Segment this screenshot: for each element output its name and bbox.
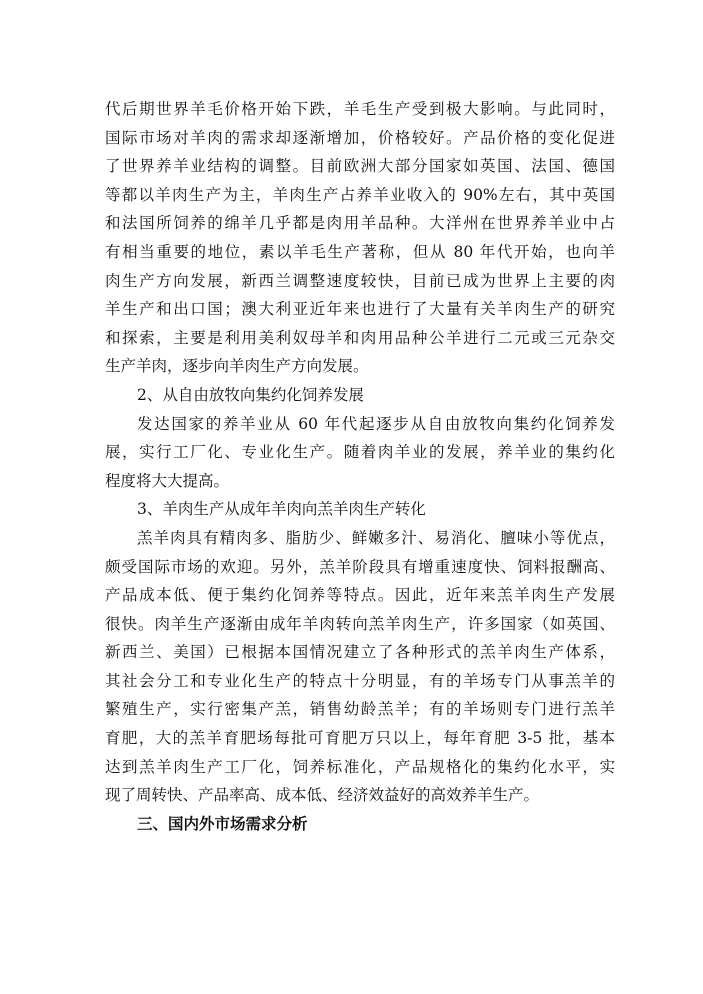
text-line: 肉生产方向发展，新西兰调整速度较快，目前已成为世界上主要的肉 <box>105 271 615 290</box>
text-line: 其社会分工和专业化生产的特点十分明显，有的羊场专门从事羔羊的 <box>105 671 615 690</box>
text-line: 现了周转快、产品率高、成本低、经济效益好的高效养羊生产。 <box>105 786 540 805</box>
text-line: 育肥，大的羔羊育肥场每批可育肥万只以上，每年育肥 3-5 批，基本 <box>105 729 615 748</box>
text-line: 和法国所饲养的绵羊几乎都是肉用羊品种。大洋州在世界养羊业中占 <box>105 214 615 233</box>
text-line: 羔羊肉具有精肉多、脂肪少、鲜嫩多汁、易消化、膻味小等优点， <box>137 528 615 547</box>
text-line: 颇受国际市场的欢迎。另外，羔羊阶段具有增重速度快、饲料报酬高、 <box>105 557 615 576</box>
text-line: 羊生产和出口国；澳大利亚近年来也进行了大量有关羊肉生产的研究 <box>105 300 615 319</box>
subheading-intensive-feeding: 2、从自由放牧向集约化饲养发展 <box>137 385 364 404</box>
text-line: 新西兰、美国）已根据本国情况建立了各种形式的羔羊肉生产体系， <box>105 643 615 662</box>
text-line: 国际市场对羊肉的需求却逐渐增加，价格较好。产品价格的变化促进 <box>105 128 615 147</box>
section-heading-market-demand: 三、国内外市场需求分析 <box>137 813 308 833</box>
text-line: 达到羔羊肉生产工厂化，饲养标准化，产品规格化的集约化水平，实 <box>105 757 615 776</box>
paragraph-lamb-meat <box>105 524 615 810</box>
text-line: 很快。肉羊生产逐渐由成年羊肉转向羔羊肉生产，许多国家（如英国、 <box>105 614 615 633</box>
subheading-lamb-meat: 3、羊肉生产从成年羊肉向羔羊肉生产转化 <box>137 500 426 519</box>
text-line: 展，实行工厂化、专业化生产。随着肉羊业的发展，养羊业的集约化 <box>105 443 615 462</box>
text-line: 繁殖生产，实行密集产羔，销售幼龄羔羊；有的羊场则专门进行羔羊 <box>105 700 615 719</box>
text-line: 程度将大大提高。 <box>105 471 230 490</box>
text-line: 有相当重要的地位，素以羊毛生产著称，但从 80 年代开始，也向羊 <box>105 242 615 261</box>
paragraph-world-sheep-structure <box>105 95 615 381</box>
text-line: 生产羊肉，逐步向羊肉生产方向发展。 <box>105 357 369 376</box>
paragraph-intensive-feeding <box>105 410 615 496</box>
text-line: 和探索，主要是利用美利奴母羊和肉用品种公羊进行二元或三元杂交 <box>105 328 615 347</box>
document-body <box>105 95 615 838</box>
text-line: 代后期世界羊毛价格开始下跌，羊毛生产受到极大影响。与此同时， <box>105 100 615 118</box>
text-line: 了世界养羊业结构的调整。目前欧洲大部分国家如英国、法国、德国 <box>105 157 615 176</box>
text-line: 等都以羊肉生产为主，羊肉生产占养羊业收入的 90%左右，其中英国 <box>105 185 615 204</box>
text-line: 产品成本低、便于集约化饲养等特点。因此，近年来羔羊肉生产发展 <box>105 586 615 605</box>
text-line: 发达国家的养羊业从 60 年代起逐步从自由放牧向集约化饲养发 <box>137 414 615 433</box>
